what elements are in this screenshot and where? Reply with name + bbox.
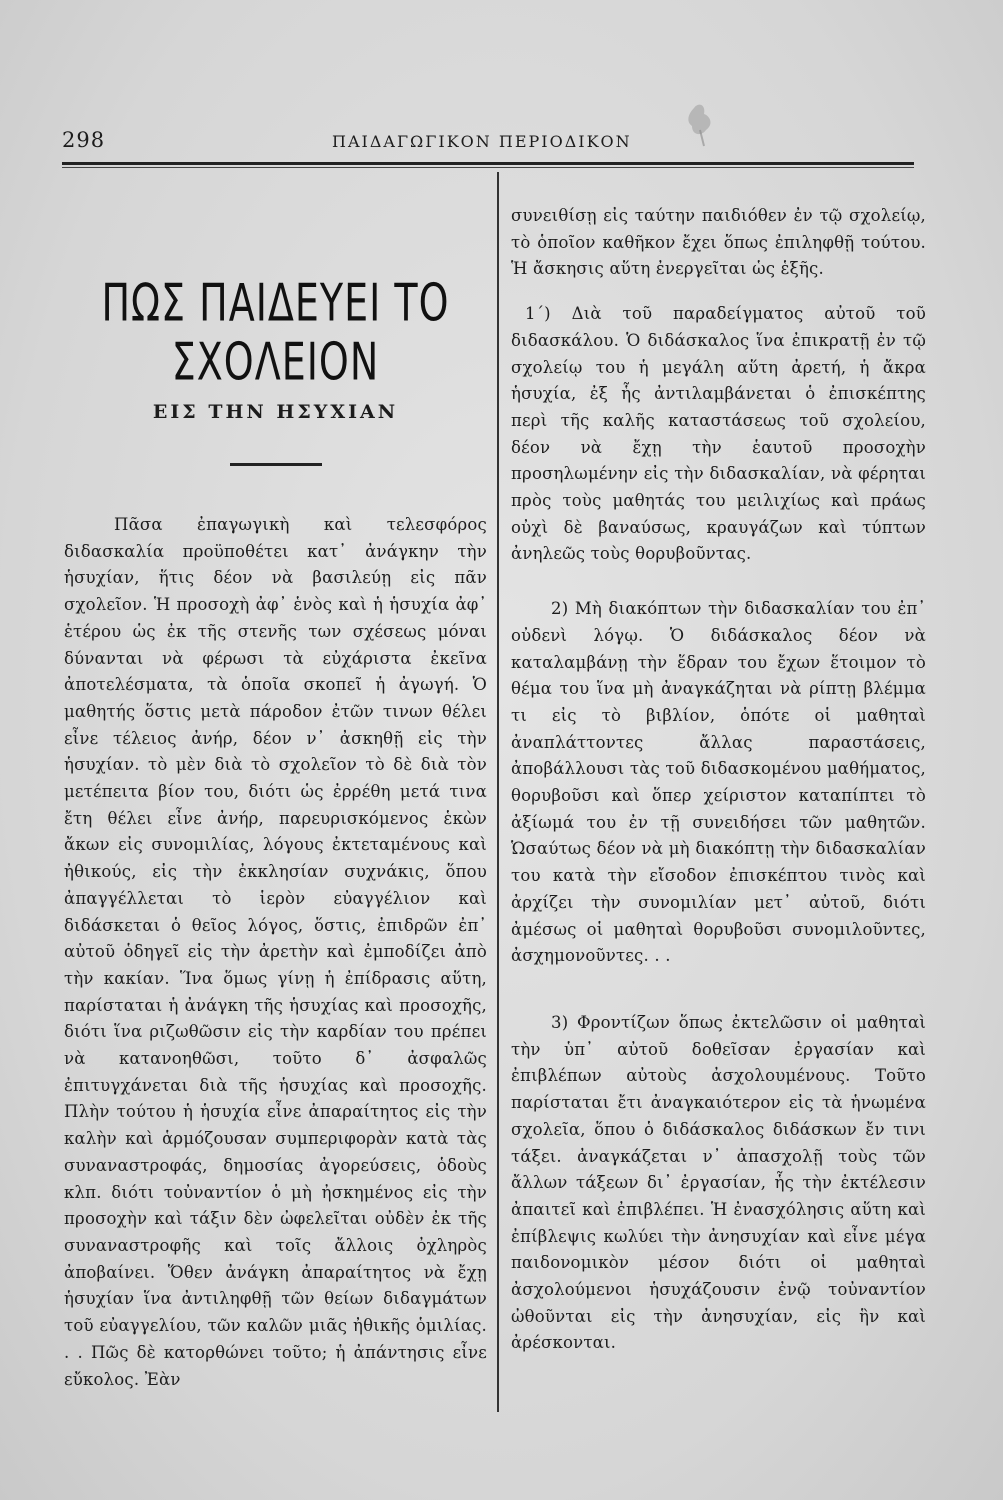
right-column — [511, 203, 926, 1357]
title-rule — [230, 463, 322, 466]
ink-blot-mark — [680, 100, 720, 150]
header-rule-thin — [62, 167, 914, 168]
column-divider — [497, 172, 499, 1412]
page-number: 298 — [62, 128, 106, 152]
right-paragraph-3: 2) Μὴ διακόπτων τὴν διδασκαλίαν του ἐπ᾿ οὐδενὶ λόγῳ. Ὁ διδάσκαλος δέον νὰ καταλαμβάνῃ τὴν ἕδραν του ἔχων ἕτοιμον τὸ θέμα του ἵνα μὴ ἀναγκάζηται νὰ ρίπτῃ βλέμμα τι εἰς τὸ βιβλίον, ὁπότε οἱ μαθηταὶ ἀναπλάττοντες ἄλλας παραστάσεις, ἀποβάλλουσι τὰς τοῦ διδασκομένου μαθήματος, θορυβοῦσι καὶ ὅπερ χείριστον καταπίπτει τὸ ἀξίωμά του ἐν τῇ συνειδήσει τῶν μαθητῶν. Ὡσαύτως δέον νὰ μὴ διακόπτῃ τὴν διδασκαλίαν του κατὰ τὴν εἴσοδον ἐπισκέπτου τινὸς καὶ ἀρχίζει τὴν συνομιλίαν μετ᾿ αὐτοῦ, διότι ἀμέσως οἱ μαθηταὶ θορυβοῦσι συνομιλοῦντες, ἀσχημονοῦντες. . . — [511, 599, 926, 966]
article-subtitle: ΕΙΣ ΤΗΝ ΗΣΥΧΙΑΝ — [152, 401, 399, 423]
left-column — [64, 180, 487, 1393]
header-rule — [62, 162, 914, 165]
page-header — [62, 124, 922, 164]
right-paragraph-4: 3) Φροντίζων ὅπως ἐκτελῶσιν οἱ μαθηταὶ τὴν ὑπ᾿ αὐτοῦ δοθεῖσαν ἐργασίαν καὶ ἐπιβλέπων αὐτοὺς ἀσχολουμένους. Τοῦτο παρίσταται ἔτι ἀναγκαιότερον εἰς τὰ ἡνωμένα σχολεῖα, ὅπου ὁ διδάσκαλος διδάσκων ἔν τινι τάξει. ἀναγκάζεται ν᾿ ἀπασχολῇ τοὺς τῶν ἄλλων τάξεων δι᾿ ἐργασίαν, ἧς τὴν ἐκτέλεσιν ἀπαιτεῖ καὶ ἐπιβλέπει. Ἡ ἐνασχόλησις αὕτη καὶ ἐπίβλεψις κωλύει τὴν ἀνησυχίαν καὶ εἶνε μέγα παιδονομικὸν μέσον διότι οἱ μαθηταὶ ἀσχολούμενοι ἡσυχάζουσιν ἐνῷ τοὐναντίον ὠθοῦνται εἰς τὴν ἀνησυχίαν, εἰς ἣν καὶ ἀρέσκονται. — [511, 1012, 926, 1353]
left-paragraph-1: Πᾶσα ἐπαγωγικὴ καὶ τελεσφόρος διδασκαλία προϋποθέτει κατ᾿ ἀνάγκην τὴν ἡσυχίαν, ἥτις δέον νὰ βασιλεύῃ εἰς πᾶν σχολεῖον. Ἡ προσοχὴ ἀφ᾿ ἑνὸς καὶ ἡ ἡσυχία ἀφ᾿ ἑτέρου ὡς ἐκ τῆς στενῆς των σχέσεως μόναι δύνανται νὰ φέρωσι τὰ εὐχάριστα ἐκεῖνα ἀποτελέσματα, τὰ ὁποῖα σκοπεῖ ἡ ἀγωγή. Ὁ μαθητής ὅστις μετὰ πάροδον ἐτῶν τινων θέλει εἶνε τέλειος ἀνήρ, δέον ν᾿ ἀσκηθῇ εἰς τὴν ἡσυχίαν. τὸ μὲν διὰ τὸ σχολεῖον τὸ δὲ διὰ τὸν μετέπειτα βίον του, διότι ὡς ἐρρέθη μετά τινα ἔτη θέλει εἶνε ἀνήρ, παρευρισκόμενος ἑκὼν ἄκων εἰς συνομιλίας, λόγους ἐκτεταμένους καὶ ἠθικούς, εἰς τὴν ἐκκλησίαν συχνάκις, ὅπου ἀπαγγέλλεται τὸ ἱερὸν εὐαγγέλιον καὶ διδάσκεται ὁ θεῖος λόγος, ὅστις, ἐπιδρῶν ἐπ᾿ αὐτοῦ ὁδηγεῖ εἰς τὴν ἀρετὴν καὶ ἐμποδίζει ἀπὸ τὴν κακίαν. Ἵνα ὅμως γίνῃ ἡ ἐπίδρασις αὕτη, παρίσταται ἡ ἀνάγκη τῆς ἡσυχίας καὶ προσοχῆς, διότι ἵνα ριζωθῶσιν εἰς τὴν καρδίαν του πρέπει νὰ κατανοηθῶσι, τοῦτο δ᾿ ἀσφαλῶς ἐπιτυγχάνεται διὰ τῆς ἡσυχίας καὶ προσοχῆς. Πλὴν τούτου ἡ ἡσυχία εἶνε ἀπαραίτητος εἰς τὴν καλὴν καὶ ἁρμόζουσαν συμπεριφορὰν κατὰ τὰς συναναστροφάς, δημοσίας ἀγορεύσεις, ὁδοὺς κλπ. διότι τοὐναντίον ὁ μὴ ἠσκημένος εἰς τὴν προσοχὴν καὶ τάξιν δὲν ὠφελεῖται οὐδὲν ἐκ τῆς συναναστροφῆς καὶ τοῖς ἄλλοις ὀχληρὸς ἀποβαίνει. Ὅθεν ἀνάγκη ἀπαραίτητος νὰ ἔχῃ ἡσυχίαν ἵνα ἀντιληφθῇ τῶν θείων διδαγμάτων τοῦ εὐαγγελίου, τῶν καλῶν μιᾶς ἠθικῆς ὁμιλίας. . . Πῶς δὲ κατορθώνει τοῦτο; ἡ ἀπάντησις εἶνε εὔκολος. Ἐὰν — [64, 515, 487, 1389]
right-paragraph-1: συνειθίσῃ εἰς ταύτην παιδιόθεν ἐν τῷ σχολείῳ, τὸ ὁποῖον καθῆκον ἔχει ὅπως ἐπιληφθῇ τούτου. Ἡ ἄσκησις αὕτη ἐνεργεῖται ὡς ἑξῆς. — [511, 206, 926, 279]
right-paragraph-2: 1´) Διὰ τοῦ παραδείγματος αὐτοῦ τοῦ διδασκάλου. Ὁ διδάσκαλος ἵνα ἐπικρατῇ ἐν τῷ σχολείῳ του ἡ μεγάλη αὕτη ἀρετή, ἡ ἄκρα ἡσυχία, ἐξ ἧς ἀντιλαμβάνεται ὁ ἐπισκέπτης περὶ τῆς καλῆς καταστάσεως τοῦ σχολείου, δέον νὰ ἔχῃ τὴν ἑαυτοῦ προσοχὴν προσηλωμένην εἰς τὴν διδασκαλίαν, νὰ φέρηται πρὸς τοὺς μαθητάς του μειλιχίως καὶ πράως οὐχὶ δὲ βαναύσως, κραυγάζων καὶ τύπτων ἀνηλεῶς τοὺς θορυβοῦντας. — [511, 304, 926, 564]
running-title: ΠΑΙΔΑΓΩΓΙΚΟΝ ΠΕΡΙΟΔΙΚΟΝ — [332, 132, 632, 151]
article-title: ΠΩΣ ΠΑΙΔΕΥΕΙ ΤΟ ΣΧΟΛΕΙΟΝ — [101, 273, 450, 392]
